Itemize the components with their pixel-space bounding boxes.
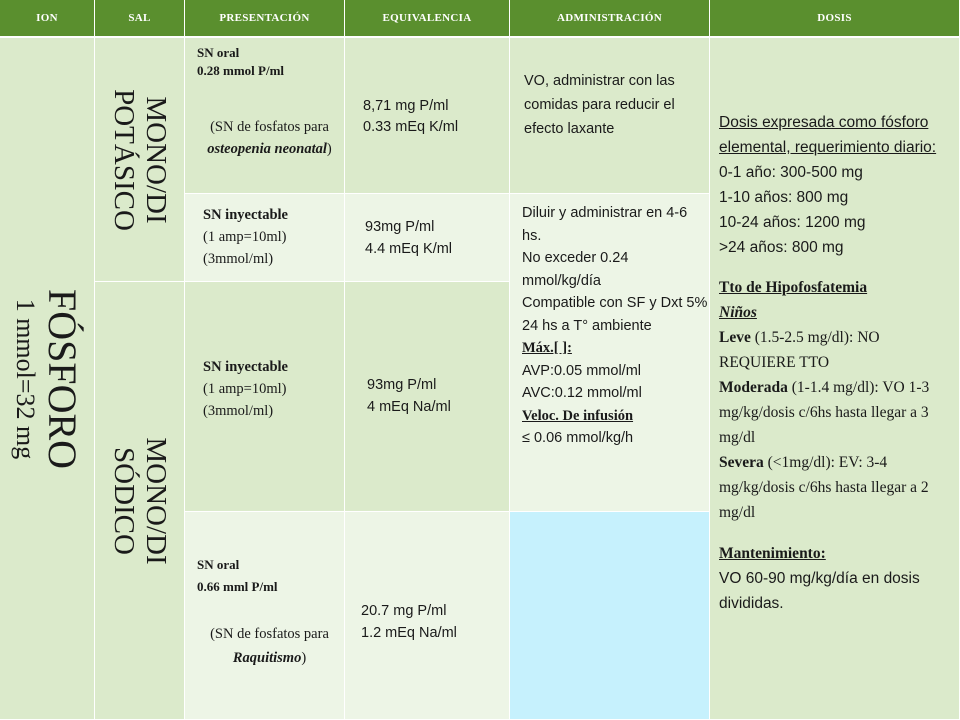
admin-iv-max-daily: No exceder 0.24 mmol/kg/día xyxy=(522,250,629,289)
dosis-cell xyxy=(710,38,960,720)
ion-cell xyxy=(0,38,95,720)
dosis-sev-label: Severa xyxy=(719,454,764,471)
admin-iv-dilute: Diluir y administrar en 4-6 hs. xyxy=(522,205,688,244)
dosis-tto-title: Tto de Hipofosfatemia xyxy=(719,279,868,296)
row3-pres-amp: (1 amp=10ml) xyxy=(203,381,287,397)
salt-sodico: MONO/DI SÓDICO xyxy=(107,436,172,565)
salt-potasico: MONO/DI POTÁSICO xyxy=(107,88,172,231)
dosis-leve-text: (1.5-2.5 mg/dl): NO REQUIERE TTO xyxy=(719,329,880,371)
dosis-mod-text: (1-1.4 mg/dl): VO 1-3 mg/kg/dosis c/6hs hasta llegar a 3 mg/dl xyxy=(719,379,930,446)
row3-equiv-p: 93mg P/ml xyxy=(367,377,437,393)
row4-administracion-empty xyxy=(510,512,710,720)
row3-pres-conc: (3mmol/ml) xyxy=(203,403,274,419)
row4-pres-note xyxy=(197,622,342,670)
row1-equiv-k: 0.33 mEq K/ml xyxy=(363,119,459,135)
row1-presentacion xyxy=(185,38,345,194)
row1-pres-note-emph: osteopenia neonatal xyxy=(207,141,327,157)
row1-equiv-p: 8,71 mg P/ml xyxy=(363,98,449,114)
row2-pres-title: SN inyectable xyxy=(203,207,288,223)
dosis-intro: Dosis expresada como fósforo elemental, requerimiento diario: xyxy=(719,114,937,156)
ion-name: FÓSFORO xyxy=(40,288,85,469)
admin-iv-vel: ≤ 0.06 mmol/kg/h xyxy=(522,430,634,446)
row2-pres-conc: (3mmol/ml) xyxy=(203,251,274,267)
row2-equivalencia xyxy=(345,194,510,282)
row2-presentacion xyxy=(185,194,345,282)
row1-pres-note xyxy=(197,116,342,160)
row4-equiv-na: 1.2 mEq Na/ml xyxy=(361,625,457,641)
admin-iv-max-label: Máx.[ ]: xyxy=(522,340,572,356)
header-administracion: ADMINISTRACIÓN xyxy=(510,0,710,38)
row1-pres-note-close: ) xyxy=(326,141,332,157)
row2-pres-amp: (1 amp=10ml) xyxy=(203,229,287,245)
row4-equiv-p: 20.7 mg P/ml xyxy=(361,603,447,619)
admin-iv-cell xyxy=(510,194,710,512)
row3-pres-title: SN inyectable xyxy=(203,359,288,375)
row1-pres-note-text: (SN de fosfatos para xyxy=(210,119,329,135)
row3-presentacion xyxy=(185,282,345,512)
header-sal: SAL xyxy=(95,0,185,38)
ion-label xyxy=(10,288,84,468)
row1-administracion xyxy=(510,38,710,194)
row1-admin-text: VO, administrar con las comidas para reducir el efecto laxante xyxy=(524,73,675,137)
row4-pres-conc: 0.66 mml P/ml xyxy=(197,579,278,594)
row1-equivalencia xyxy=(345,38,510,194)
dosis-mant-title: Mantenimiento: xyxy=(719,545,826,562)
admin-iv-avc: AVC:0.12 mmol/ml xyxy=(522,385,642,401)
header-presentacion: PRESENTACIÓN xyxy=(185,0,345,38)
row2-equiv-p: 93mg P/ml xyxy=(365,219,435,235)
row4-presentacion xyxy=(185,512,345,720)
salt-sodico-cell xyxy=(95,282,185,720)
header-dosis: DOSIS xyxy=(710,0,960,38)
dosis-mant-text: VO 60-90 mg/kg/día en dosis divididas. xyxy=(719,570,920,612)
admin-iv-avp: AVP:0.05 mmol/ml xyxy=(522,362,641,379)
row3-equivalencia xyxy=(345,282,510,512)
row3-equiv-na: 4 mEq Na/ml xyxy=(367,399,451,415)
salt-potasico-cell xyxy=(95,38,185,282)
row2-equiv-k: 4.4 mEq K/ml xyxy=(365,241,453,257)
dosis-age-1: 1-10 años: 800 mg xyxy=(719,189,849,206)
header-equivalencia: EQUIVALENCIA xyxy=(345,0,510,38)
header-ion: ION xyxy=(0,0,95,38)
row1-pres-title: SN oral xyxy=(197,45,240,60)
row4-pres-note-text: (SN de fosfatos para xyxy=(210,626,329,642)
admin-iv-compat: Compatible con SF y Dxt 5% 24 hs a T° ambiente xyxy=(522,295,708,334)
dosis-age-2: 10-24 años: 1200 mg xyxy=(719,214,866,231)
dosis-ninos: Niños xyxy=(719,304,757,321)
dosis-leve-label: Leve xyxy=(719,329,751,346)
row1-pres-conc: 0.28 mmol P/ml xyxy=(197,63,285,78)
dosis-sev-text: (<1mg/dl): EV: 3-4 mg/kg/dosis c/6hs hasta llegar a 2 mg/dl xyxy=(719,454,929,521)
dosis-age-0: 0-1 año: 300-500 mg xyxy=(719,164,863,181)
admin-iv-vel-label: Veloc. De infusión xyxy=(522,407,634,424)
row4-equivalencia xyxy=(345,512,510,720)
row4-pres-note-close: ) xyxy=(301,650,307,666)
ion-equivalence: 1 mmol=32 mg xyxy=(11,298,40,459)
dosis-mod-label: Moderada xyxy=(719,379,788,396)
dosis-age-3: >24 años: 800 mg xyxy=(719,239,844,256)
row4-pres-note-emph: Raquitismo xyxy=(232,650,302,666)
row4-pres-title: SN oral xyxy=(197,557,240,572)
